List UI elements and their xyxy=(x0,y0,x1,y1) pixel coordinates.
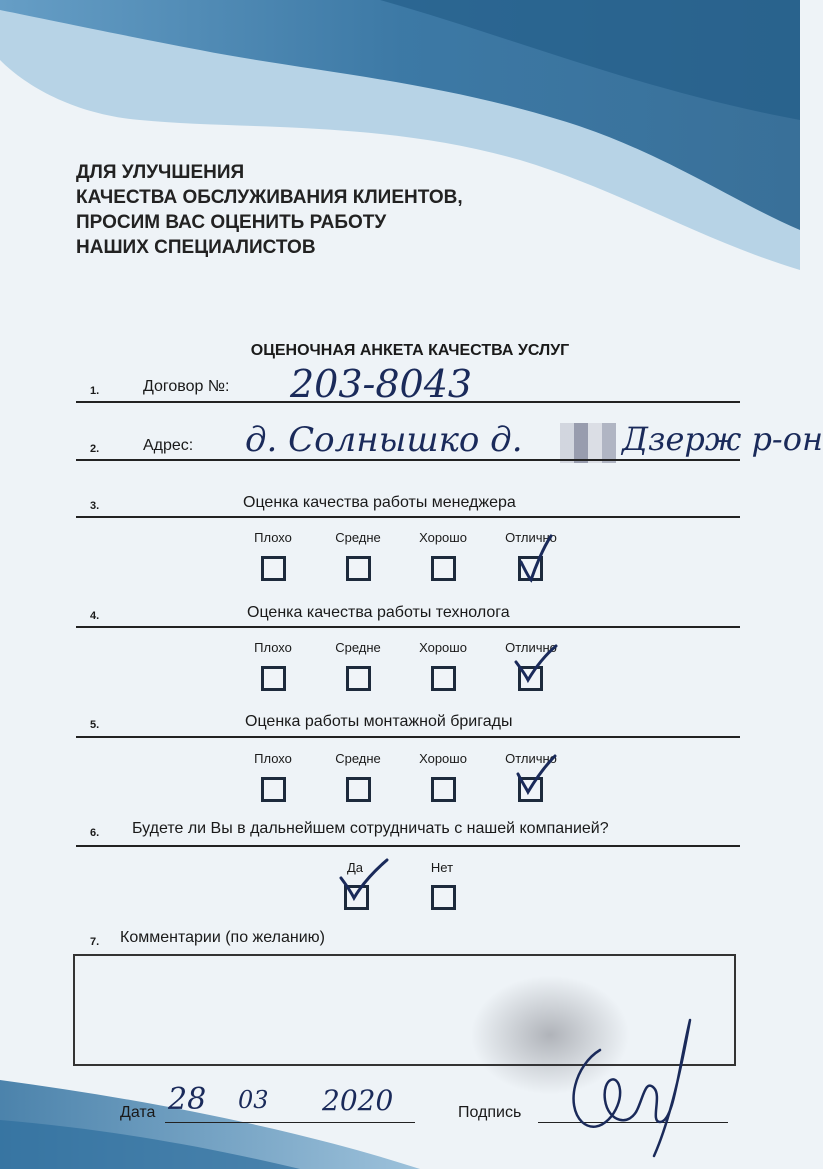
date-month[interactable]: 03 xyxy=(238,1086,269,1114)
redacted-area xyxy=(560,423,616,463)
q3-checkbox-bad[interactable] xyxy=(261,556,286,581)
q4-number: 4. xyxy=(90,610,100,622)
q2-address-start[interactable]: д. Солнышко д. xyxy=(245,420,523,460)
q2-label: Адрес: xyxy=(143,437,194,454)
q1-contract-number[interactable]: 203-8043 xyxy=(290,362,473,406)
q2-address-end[interactable]: Дзерж р-он xyxy=(622,420,823,458)
intro-line: ДЛЯ УЛУЧШЕНИЯ xyxy=(76,162,245,183)
q6-underline xyxy=(76,845,740,847)
q5-number: 5. xyxy=(90,719,100,731)
q5-label: Оценка работы монтажной бригады xyxy=(245,713,513,730)
q5-option-label: Плохо xyxy=(254,751,292,766)
q3-label: Оценка качества работы менеджера xyxy=(243,494,516,511)
q5-option-label: Средне xyxy=(335,751,381,766)
q3-checkbox-good[interactable] xyxy=(431,556,456,581)
intro-line: КАЧЕСТВА ОБСЛУЖИВАНИЯ КЛИЕНТОВ, xyxy=(76,187,463,208)
signature-image xyxy=(550,1010,700,1160)
q3-underline xyxy=(76,516,740,518)
q3-option-label: Отлично xyxy=(505,530,557,545)
q3-option-label: Плохо xyxy=(254,530,292,545)
q4-checkbox-good[interactable] xyxy=(431,666,456,691)
q2-underline xyxy=(76,459,740,461)
q4-label: Оценка качества работы технолога xyxy=(247,604,510,621)
q4-checkbox-average[interactable] xyxy=(346,666,371,691)
q4-underline xyxy=(76,626,740,628)
q6-checkmark-icon xyxy=(337,858,389,904)
q6-option-label: Да xyxy=(346,860,364,875)
q2-number: 2. xyxy=(90,443,100,455)
q1-underline xyxy=(76,401,740,403)
q4-option-label: Отлично xyxy=(505,640,557,655)
q4-checkbox-bad[interactable] xyxy=(261,666,286,691)
intro-heading xyxy=(76,160,463,260)
q6-checkbox-no[interactable] xyxy=(431,885,456,910)
date-year[interactable]: 2020 xyxy=(322,1084,394,1117)
q5-option-label: Отлично xyxy=(505,751,557,766)
form-title: ОЦЕНОЧНАЯ АНКЕТА КАЧЕСТВА УСЛУГ xyxy=(250,342,570,359)
q3-checkmark-icon xyxy=(515,534,555,584)
q5-checkbox-average[interactable] xyxy=(346,777,371,802)
q3-option-label: Хорошо xyxy=(419,530,467,545)
q6-option-label: Нет xyxy=(430,860,454,875)
q4-option-label: Хорошо xyxy=(419,640,467,655)
date-label: Дата xyxy=(120,1104,156,1121)
q6-label: Будете ли Вы в дальнейшем сотрудничать с нашей компанией? xyxy=(132,820,609,837)
q5-underline xyxy=(76,736,740,738)
q4-option-label: Плохо xyxy=(254,640,292,655)
signature-label: Подпись xyxy=(458,1104,522,1121)
q7-label: Комментарии (по желанию) xyxy=(120,929,325,946)
date-underline xyxy=(165,1122,415,1123)
q5-checkmark-icon xyxy=(513,752,557,798)
intro-line: ПРОСИМ ВАС ОЦЕНИТЬ РАБОТУ xyxy=(76,212,387,233)
q1-label: Договор №: xyxy=(143,378,230,395)
intro-line: НАШИХ СПЕЦИАЛИСТОВ xyxy=(76,237,316,258)
q1-number: 1. xyxy=(90,385,100,397)
q5-checkbox-good[interactable] xyxy=(431,777,456,802)
q3-option-label: Средне xyxy=(335,530,381,545)
q6-number: 6. xyxy=(90,827,100,839)
q3-checkbox-average[interactable] xyxy=(346,556,371,581)
q7-number: 7. xyxy=(90,936,100,948)
q5-checkbox-bad[interactable] xyxy=(261,777,286,802)
q4-option-label: Средне xyxy=(335,640,381,655)
q3-number: 3. xyxy=(90,500,100,512)
date-day[interactable]: 28 xyxy=(168,1082,207,1117)
q4-checkmark-icon xyxy=(512,642,558,686)
q5-option-label: Хорошо xyxy=(419,751,467,766)
